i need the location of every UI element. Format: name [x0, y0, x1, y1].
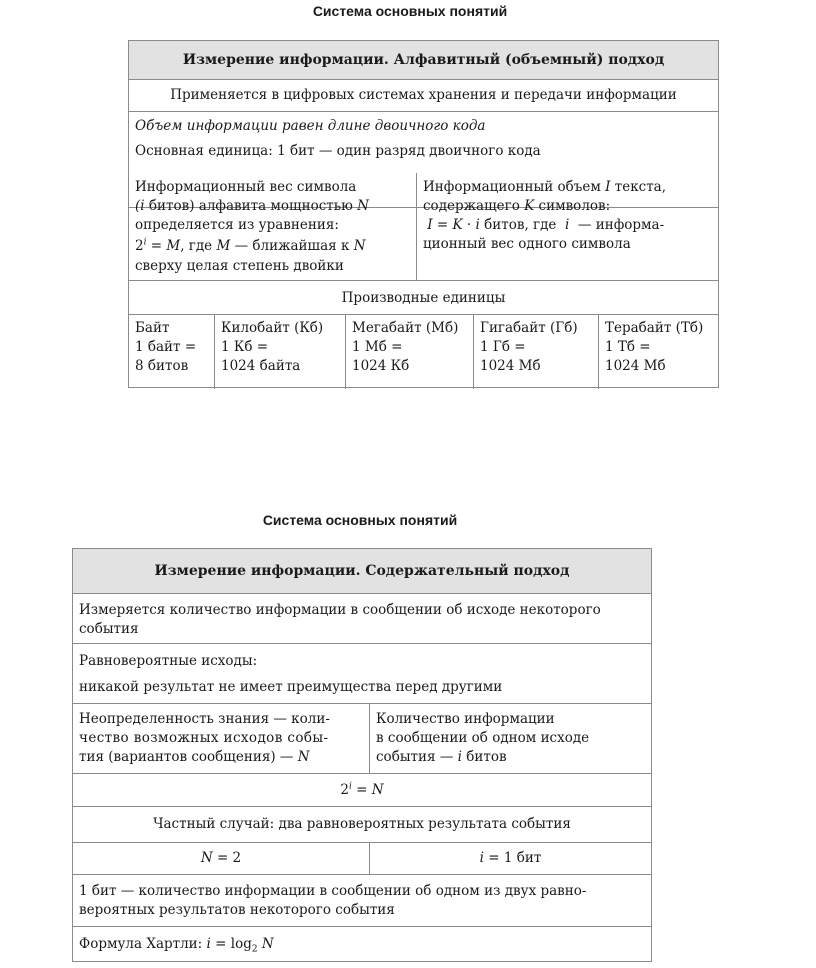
amount-line-1: Количество информации	[376, 711, 555, 727]
unit-tb-eq: 1 Тб =	[605, 339, 651, 355]
uncertainty-cell	[73, 704, 369, 773]
unit-byte-val: 8 битов	[135, 358, 189, 374]
unit-megabyte	[346, 315, 473, 389]
unit-mb-name: Мегабайт (Мб)	[352, 320, 459, 336]
volume-line-2: содержащего K символов:	[423, 198, 611, 214]
n-equals-2: N = 2	[200, 850, 242, 866]
unit-kilobyte	[215, 315, 345, 389]
amount-cell	[370, 704, 651, 773]
unit-byte-eq: 1 байт =	[135, 339, 197, 355]
table1-base-unit: Основная единица: 1 бит — один разряд двоичного кода	[135, 143, 541, 159]
table1-applied-text: Применяется в цифровых системах хранения и передачи информации	[170, 87, 677, 103]
amount-line-3: события — i битов	[376, 749, 507, 765]
volume-line-3: I = K · i битов, где i — информа-	[427, 217, 665, 233]
equiprobable-desc: никакой результат не имеет преимущества перед другими	[79, 679, 503, 695]
table2-case-values-row	[73, 843, 651, 875]
unit-terabyte	[599, 315, 718, 389]
volume-line-1: Информационный объем I текста,	[423, 179, 667, 195]
table2-equiprobable-row	[73, 644, 651, 704]
table2-uncertainty-row	[73, 704, 651, 774]
amount-line-2: в сообщении об одном исходе	[376, 730, 590, 746]
weight-line-4: $2^i = M$, где M — ближайшая к N	[135, 237, 366, 254]
table2-one-bit-row	[73, 875, 651, 927]
uncertainty-line-3: тия (вариантов сообщения) — N	[79, 749, 310, 765]
table2-special-case-row	[73, 807, 651, 843]
unit-gb-eq: 1 Гб =	[480, 339, 526, 355]
table1	[128, 40, 719, 388]
table1-header-row	[129, 41, 718, 80]
table2-measured-row	[73, 594, 651, 644]
weight-line-1: Информационный вес символа	[135, 179, 357, 195]
i-equals-1-bit: i = 1 бит	[479, 850, 542, 866]
measured-line-1: Измеряется количество информации в сообщении об исходе некоторого	[79, 602, 601, 618]
measured-line-2: события	[79, 621, 139, 637]
equiprobable-title: Равновероятные исходы:	[79, 653, 258, 669]
weight-line-2: (i битов) алфавита мощностью N	[135, 198, 369, 214]
hartley-formula: Формула Хартли: $i = \log_2 N$	[79, 936, 274, 955]
uncertainty-line-2: чество возможных исходов собы-	[79, 730, 329, 746]
unit-tb-val: 1024 Мб	[605, 358, 666, 374]
weight-line-3: определяется из уравнения:	[135, 217, 339, 233]
uncertainty-line-1: Неопределенность знания — коли-	[79, 711, 330, 727]
table1-derived-title-row	[129, 281, 718, 315]
unit-byte-name: Байт	[135, 320, 170, 336]
table2-header-row	[73, 549, 651, 594]
unit-tb-name: Терабайт (Тб)	[605, 320, 704, 336]
table1-header: Измерение информации. Алфавитный (объемный) подход	[182, 52, 665, 68]
unit-mb-val: 1024 Кб	[352, 358, 410, 374]
volume-line-4: ционный вес одного символа	[423, 236, 631, 252]
table1-weight-cell	[129, 173, 416, 280]
table1-weight-row	[129, 173, 718, 281]
formula-2i-n: $2^i = N$	[340, 781, 384, 798]
weight-line-5: сверху целая степень двойки	[135, 258, 344, 274]
table1-text-volume-cell	[417, 173, 718, 280]
table2-header: Измерение информации. Содержательный подход	[154, 563, 570, 579]
table2-hartley-row	[73, 927, 651, 963]
table2-formula-row	[73, 774, 651, 807]
table1-units-row	[129, 315, 718, 389]
unit-gigabyte	[474, 315, 598, 389]
unit-byte	[129, 315, 214, 389]
table1-caption: Система основных понятий	[312, 3, 508, 19]
table2	[72, 548, 652, 962]
unit-kb-val: 1024 байта	[221, 358, 301, 374]
special-case: Частный случай: два равновероятных результата события	[153, 816, 571, 832]
unit-gb-name: Гигабайт (Гб)	[480, 320, 578, 336]
table2-caption: Система основных понятий	[262, 512, 458, 528]
unit-mb-eq: 1 Мб =	[352, 339, 403, 355]
table1-volume-italic: Объем информации равен длине двоичного кода	[135, 118, 486, 134]
unit-kb-eq: 1 Кб =	[221, 339, 269, 355]
one-bit-line-1: 1 бит — количество информации в сообщении об одном из двух равно-	[79, 883, 587, 899]
one-bit-line-2: вероятных результатов некоторого события	[79, 902, 395, 918]
table1-derived-title: Производные единицы	[341, 290, 506, 306]
table1-applied-row	[129, 80, 718, 112]
unit-gb-val: 1024 Мб	[480, 358, 541, 374]
unit-kb-name: Килобайт (Кб)	[221, 320, 324, 336]
